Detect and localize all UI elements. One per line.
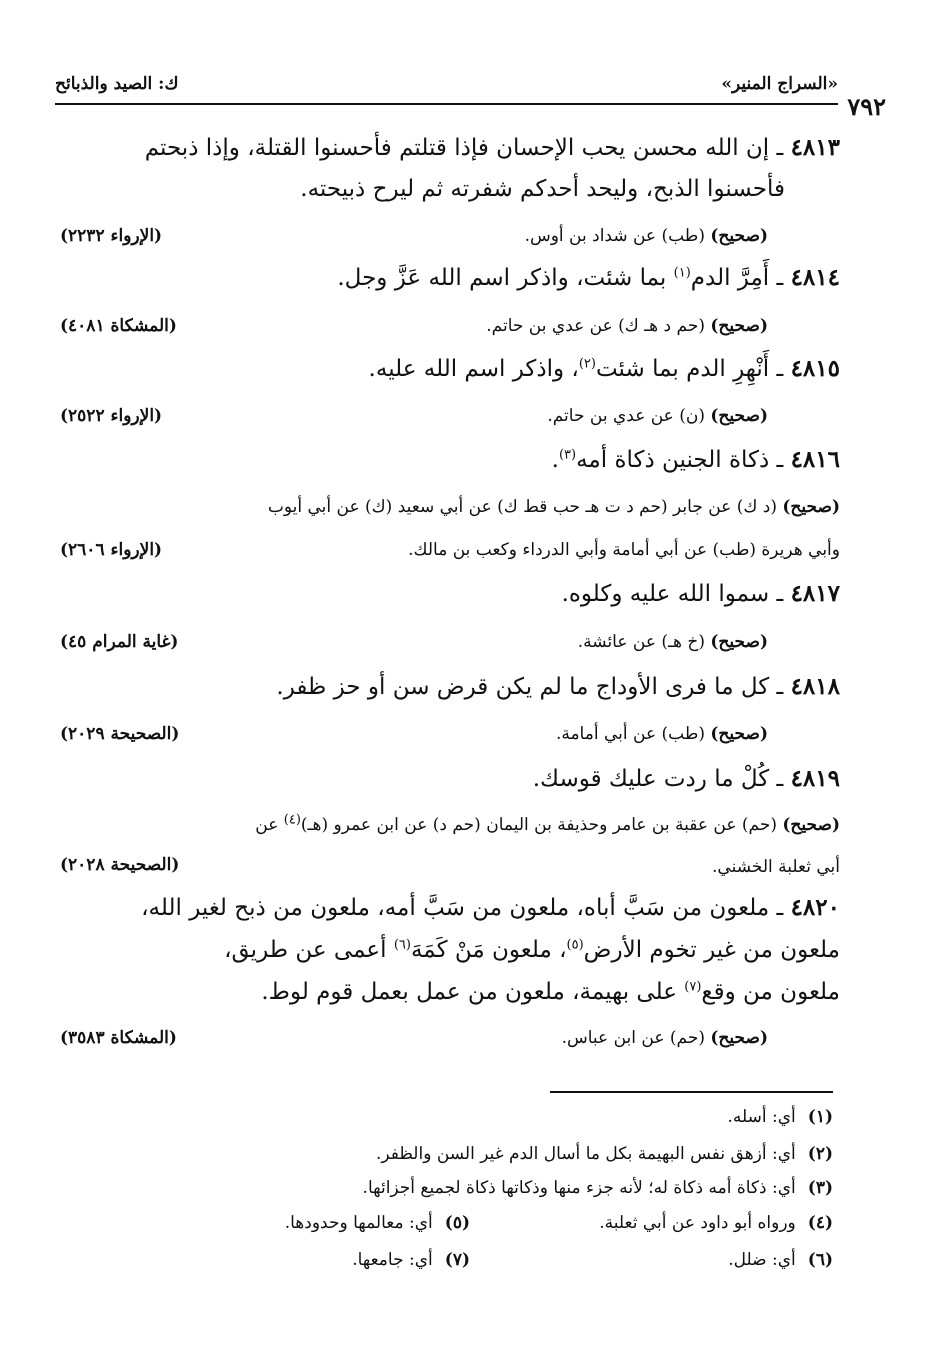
header-rule [55,103,838,105]
source-text: (ن) عن عدي بن حاتم. [547,406,705,426]
source-text: (طب) عن أبي أمامة. [555,724,705,744]
hadith-4820-text-2 [224,937,840,963]
source-text: (حم د هـ ك) عن عدي بن حاتم. [486,316,705,336]
hadith-number: ٤٨١٧ [790,580,840,607]
footnote-3 [363,1178,833,1198]
hadith-text: ، ملعون مَنْ كَمَهَ [410,937,567,963]
source-text: (د ك) عن جابر (حم د ت هـ حب قط ك) عن أبي سعيد (ك) عن أبي أيوب [267,497,777,517]
footnote-text: أي: أزهق نفس البهيمة بكل ما أسال الدم غير السن والظفر. [375,1144,796,1164]
source-text: (حم) عن ابن عباس. [561,1028,705,1048]
grade: (صحيح) [710,316,768,336]
hadith-4819-reference: (الصحيحة ٢٠٢٨) [60,855,180,875]
hadith-4819-source-2: أبي ثعلبة الخشني. [712,857,840,877]
hadith-4816-reference: (الإرواء ٢٦٠٦) [60,540,163,560]
grade: (صحيح) [710,632,768,652]
grade: (صحيح) [782,497,840,517]
footnote-marker: (٣) [558,447,577,463]
hadith-number: ٤٨١٥ [790,355,840,382]
hadith-4819-source-1 [255,812,840,835]
footnote-marker: (٦) [393,937,411,953]
footnote-number: (٦) [807,1250,833,1270]
hadith-4816-source-1 [268,497,840,517]
hadith-4814-source [486,316,768,336]
footnote-marker: (٧) [684,979,702,995]
hadith-text: إن الله محسن يحب الإحسان فإذا قتلتم فأحسنوا القتلة، وإذا ذبحتم [144,135,770,161]
footnote-5 [285,1213,470,1233]
hadith-number: ٤٨٢٠ [790,894,840,921]
footnote-marker: (٤) [283,812,301,828]
hadith-number: ٤٨١٨ [790,673,840,700]
footnote-number: (١) [807,1107,833,1127]
dash: ـ [776,135,784,161]
hadith-number: ٤٨١٩ [790,765,840,792]
footnote-text: ورواه أبو داود عن أبي ثعلبة. [599,1213,796,1233]
hadith-4817-reference: (غاية المرام ٤٥) [60,632,179,652]
footnote-text: أي: ضلل. [728,1250,796,1270]
hadith-text: على بهيمة، ملعون من عمل بعمل قوم لوط. [261,979,677,1005]
footnote-1 [727,1107,833,1127]
hadith-4820-text-3 [261,979,840,1005]
page-number: ٧٩٢ [847,92,886,121]
hadith-4815-text-1 [369,355,840,382]
grade: (صحيح) [710,1028,768,1048]
hadith-4820-source [562,1028,768,1048]
dash: ـ [776,447,784,473]
hadith-text: ذكاة الجنين ذكاة أمه [576,447,770,473]
hadith-4813-text-1 [145,134,840,161]
hadith-text: أَنْهِرِ الدم بما شئت [595,356,770,382]
hadith-text: سموا الله عليه وكلوه. [561,581,770,607]
dash: ـ [776,766,784,792]
hadith-text: كُلْ ما ردت عليك قوسك. [532,766,770,792]
hadith-4820-reference: (المشكاة ٣٥٨٣) [60,1028,177,1048]
hadith-text: أَمِرَّ الدم [690,265,770,291]
grade: (صحيح) [710,724,768,744]
hadith-text: أعمى عن طريق، [224,937,387,963]
footnote-6 [728,1250,833,1270]
hadith-4815-source [547,406,768,426]
hadith-4816-text-1 [552,446,840,473]
footnote-number: (٧) [444,1250,470,1270]
grade: (صحيح) [710,406,768,426]
footnote-4 [599,1213,833,1233]
grade: (صحيح) [782,815,840,835]
hadith-text: . [551,447,559,473]
hadith-4819-text-1 [533,765,840,792]
hadith-4817-source [578,632,768,652]
footnote-number: (٢) [807,1144,833,1164]
hadith-number: ٤٨١٦ [790,446,840,473]
footnote-text: أي: أسله. [727,1107,796,1127]
hadith-4818-source [556,724,768,744]
footnote-marker: (٥) [566,937,584,953]
hadith-4816-source-2: وأبي هريرة (طب) عن أبي أمامة وأبي الدرداء وكعب بن مالك. [408,540,840,560]
dash: ـ [776,356,784,382]
footnote-number: (٥) [444,1213,470,1233]
source-text: (طب) عن شداد بن أوس. [524,226,705,246]
hadith-4817-text-1 [562,580,840,607]
hadith-4813-reference: (الإرواء ٢٢٣٢) [60,226,163,246]
hadith-4820-text-1 [141,894,840,921]
hadith-text: ملعون من وقع [701,979,840,1005]
footnote-number: (٣) [807,1178,833,1198]
footnote-number: (٤) [807,1213,833,1233]
footnote-marker: (١) [673,265,691,281]
footnote-text: أي: معالمها وحدودها. [284,1213,433,1233]
footnote-text: أي: جامعها. [352,1250,433,1270]
hadith-4814-reference: (المشكاة ٤٠٨١) [60,316,177,336]
hadith-4815-reference: (الإرواء ٢٥٢٢) [60,406,163,426]
footnote-2 [376,1144,833,1164]
grade: (صحيح) [710,226,768,246]
hadith-text: ملعون من غير تخوم الأرض [583,937,840,963]
dash: ـ [776,265,784,291]
running-head [55,74,838,104]
hadith-4813-source [525,226,768,246]
dash: ـ [776,581,784,607]
hadith-4818-text-1 [276,673,840,700]
hadith-text: ملعون من سَبَّ أباه، ملعون من سَبَّ أمه، ملعون من ذبح لغير الله، [141,895,770,921]
hadith-text: بما شئت، واذكر اسم الله عَزَّ وجل. [337,265,667,291]
footnote-7 [352,1250,470,1270]
chapter-title: ك: الصيد والذبائح [55,74,179,94]
hadith-text: كل ما فرى الأوداج ما لم يكن قرض سن أو حز ظفر. [276,674,770,700]
hadith-4813-text-2: فأحسنوا الذبح، وليحد أحدكم شفرته ثم ليرح ذبيحته. [300,176,785,202]
footnote-text: أي: ذكاة أمه ذكاة له؛ لأنه جزء منها وذكاتها ذكاة لجميع أجزائها. [362,1178,796,1198]
source-text: (خ هـ) عن عائشة. [577,632,705,652]
footnote-marker: (٢) [578,356,596,372]
book-title: «السراج المنير» [721,74,838,94]
hadith-number: ٤٨١٤ [790,264,840,291]
hadith-number: ٤٨١٣ [790,134,840,161]
hadith-text: ، واذكر اسم الله عليه. [368,356,579,382]
footnote-rule [550,1091,833,1093]
dash: ـ [776,895,784,921]
source-text: عن [255,815,279,835]
source-text: (حم) عن عقبة بن عامر وحذيفة بن اليمان (حم د) عن ابن عمرو (هـ) [300,815,777,835]
hadith-4818-reference: (الصحيحة ٢٠٢٩) [60,724,180,744]
hadith-4814-text-1 [337,264,840,291]
dash: ـ [776,674,784,700]
